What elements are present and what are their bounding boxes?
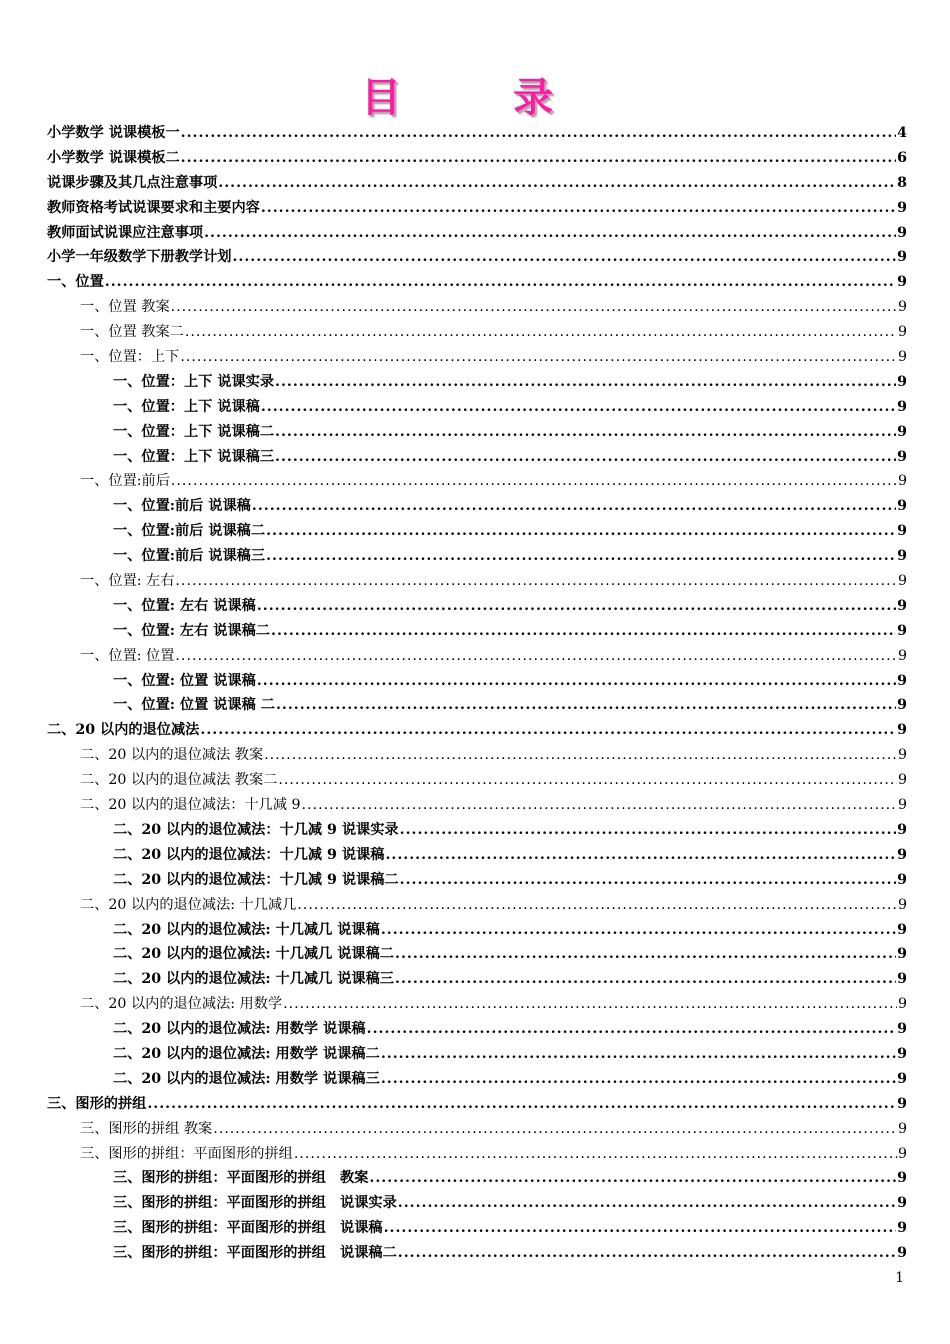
- toc-entry-page: 9: [897, 498, 907, 515]
- toc-entry[interactable]: [47, 744, 907, 769]
- toc-entry-page: 9: [897, 797, 907, 814]
- page-number: 1: [895, 1270, 904, 1286]
- toc-entry[interactable]: [47, 719, 907, 744]
- toc-entry[interactable]: [47, 819, 907, 844]
- toc-entry-label: 三、图形的拼组: [47, 1095, 147, 1112]
- toc-entry[interactable]: [47, 545, 907, 570]
- toc-entry-page: 9: [897, 349, 907, 366]
- toc-entry[interactable]: [47, 968, 907, 993]
- toc-entry-page: 9: [897, 1145, 907, 1162]
- toc-entry-label: 二、20 以内的退位减法: 十几减几 说课稿二: [113, 946, 394, 963]
- table-of-contents: [47, 122, 907, 1267]
- toc-entry[interactable]: [47, 321, 907, 346]
- toc-title: 目 录: [361, 75, 589, 121]
- toc-entry-page: 9: [897, 971, 907, 988]
- toc-entry-label: 二、20 以内的退位减法：十几减 9 说课稿二: [113, 871, 399, 888]
- toc-entry-label: 三、图形的拼组 教案: [80, 1120, 213, 1137]
- toc-entry-label: 二、20 以内的退位减法：十几减 9 说课稿: [113, 846, 385, 863]
- toc-leader-dots: [261, 200, 896, 216]
- toc-entry[interactable]: [47, 570, 907, 595]
- toc-entry-label: 一、位置:前后 说课稿三: [113, 548, 266, 565]
- toc-entry-page: 9: [897, 896, 907, 913]
- toc-entry[interactable]: [47, 595, 907, 620]
- toc-entry-label: 二、20 以内的退位减法: 用数学 说课稿二: [113, 1045, 380, 1062]
- toc-entry-page: 9: [897, 548, 907, 565]
- toc-entry-label: 三、图形的拼组：平面图形的拼组 说课实录: [113, 1195, 397, 1212]
- toc-leader-dots: [276, 697, 896, 713]
- toc-entry[interactable]: [47, 894, 907, 919]
- toc-entry-label: 三、图形的拼组：平面图形的拼组: [80, 1145, 293, 1162]
- toc-entry-page: 9: [897, 324, 907, 341]
- toc-entry-label: 二、20 以内的退位减法 教案二: [80, 772, 278, 789]
- toc-entry[interactable]: [47, 620, 907, 645]
- toc-entry-page: 9: [897, 373, 907, 390]
- toc-entry-label: 一、位置: 位置 说课稿 二: [113, 697, 275, 714]
- toc-entry[interactable]: [47, 371, 907, 396]
- toc-entry-page: 9: [897, 199, 907, 216]
- toc-entry[interactable]: [47, 1118, 907, 1143]
- toc-entry[interactable]: [47, 147, 907, 172]
- toc-entry-page: 6: [897, 149, 907, 166]
- toc-entry[interactable]: [47, 271, 907, 296]
- toc-entry-page: 9: [897, 573, 907, 590]
- toc-entry[interactable]: [47, 197, 907, 222]
- toc-entry[interactable]: [47, 769, 907, 794]
- toc-entry-label: 一、位置 教案: [80, 299, 170, 316]
- toc-entry-label: 一、位置: 位置 说课稿: [113, 672, 256, 689]
- toc-entry-page: 9: [897, 249, 907, 266]
- toc-entry-label: 二、20 以内的退位减法: 十几减几 说课稿三: [113, 971, 394, 988]
- toc-leader-dots: [283, 996, 897, 1012]
- toc-leader-dots: [367, 1021, 897, 1037]
- toc-leader-dots: [257, 598, 896, 614]
- toc-leader-dots: [400, 822, 897, 838]
- toc-entry[interactable]: [47, 1143, 907, 1168]
- toc-entry-page: 9: [897, 647, 907, 664]
- toc-entry-label: 一、位置:前后 说课稿: [113, 498, 251, 515]
- toc-entry-page: 9: [897, 1220, 907, 1237]
- toc-entry-page: 9: [897, 1120, 907, 1137]
- toc-entry-page: 9: [897, 946, 907, 963]
- toc-entry-page: 9: [897, 1245, 907, 1262]
- toc-entry[interactable]: [47, 446, 907, 471]
- toc-leader-dots: [213, 1121, 897, 1137]
- toc-entry-page: 9: [897, 821, 907, 838]
- toc-entry[interactable]: [47, 869, 907, 894]
- toc-entry-label: 三、图形的拼组：平面图形的拼组 说课稿: [113, 1220, 383, 1237]
- toc-entry[interactable]: [47, 645, 907, 670]
- toc-entry-label: 二、20 以内的退位减法: 十几减几: [80, 896, 297, 913]
- toc-entry-page: 9: [897, 772, 907, 789]
- toc-entry-page: 9: [897, 523, 907, 540]
- toc-entry-page: 9: [897, 996, 907, 1013]
- toc-entry-label: 三、图形的拼组：平面图形的拼组 说课稿二: [113, 1245, 397, 1262]
- toc-entry[interactable]: [47, 794, 907, 819]
- toc-entry-label: 一、位置: 位置: [80, 647, 175, 664]
- toc-leader-dots: [381, 1071, 896, 1087]
- toc-entry[interactable]: [47, 122, 907, 147]
- toc-leader-dots: [185, 324, 897, 340]
- toc-entry-page: 9: [897, 672, 907, 689]
- toc-leader-dots: [171, 299, 897, 315]
- toc-entry[interactable]: [47, 495, 907, 520]
- toc-leader-dots: [395, 946, 896, 962]
- toc-entry-page: 4: [897, 125, 907, 141]
- toc-entry-label: 小学一年级数学下册教学计划: [47, 249, 232, 266]
- toc-leader-dots: [266, 548, 896, 564]
- toc-entry-label: 小学数学 说课模板一: [47, 125, 180, 141]
- toc-entry-label: 三、图形的拼组：平面图形的拼组 教案: [113, 1170, 369, 1187]
- toc-entry[interactable]: [47, 943, 907, 968]
- toc-entry[interactable]: [47, 844, 907, 869]
- toc-leader-dots: [218, 175, 896, 191]
- toc-entry-label: 小学数学 说课模板二: [47, 149, 180, 166]
- toc-entry[interactable]: [47, 172, 907, 197]
- toc-leader-dots: [204, 225, 896, 241]
- toc-entry[interactable]: [47, 396, 907, 421]
- toc-leader-dots: [297, 897, 897, 913]
- toc-entry[interactable]: [47, 1068, 907, 1093]
- toc-leader-dots: [252, 498, 896, 514]
- toc-leader-dots: [232, 249, 896, 265]
- toc-entry-page: 9: [897, 274, 907, 291]
- toc-entry-page: 9: [897, 921, 907, 938]
- toc-entry-label: 二、20 以内的退位减法: 用数学 说课稿三: [113, 1070, 380, 1087]
- toc-entry[interactable]: [47, 919, 907, 944]
- toc-entry-page: 9: [897, 473, 907, 490]
- toc-entry-page: 9: [897, 871, 907, 888]
- toc-leader-dots: [294, 1146, 897, 1162]
- toc-leader-dots: [181, 150, 896, 166]
- toc-entry-label: 一、位置：上下 说课稿: [113, 398, 260, 415]
- toc-leader-dots: [381, 1046, 896, 1062]
- toc-entry[interactable]: [47, 246, 907, 271]
- toc-leader-dots: [381, 922, 896, 938]
- toc-leader-dots: [180, 349, 897, 365]
- toc-entry-label: 二、20 以内的退位减法: 用数学: [80, 996, 283, 1013]
- toc-leader-dots: [384, 1220, 897, 1236]
- toc-entry-page: 9: [897, 398, 907, 415]
- toc-entry-label: 一、位置:前后 说课稿二: [113, 523, 266, 540]
- toc-entry[interactable]: [47, 222, 907, 247]
- toc-leader-dots: [264, 747, 897, 763]
- toc-leader-dots: [200, 722, 896, 738]
- toc-leader-dots: [385, 847, 896, 863]
- toc-entry-page: 9: [897, 1095, 907, 1112]
- toc-entry-label: 教师资格考试说课要求和主要内容: [47, 199, 260, 216]
- toc-entry[interactable]: [47, 421, 907, 446]
- toc-entry[interactable]: [47, 1217, 907, 1242]
- toc-leader-dots: [105, 274, 896, 290]
- toc-entry[interactable]: [47, 346, 907, 371]
- toc-leader-dots: [147, 1096, 896, 1112]
- toc-entry-page: 9: [897, 697, 907, 714]
- toc-entry-label: 二、20 以内的退位减法 教案: [80, 747, 264, 764]
- toc-entry-page: 9: [897, 597, 907, 614]
- toc-entry[interactable]: [47, 520, 907, 545]
- toc-leader-dots: [257, 673, 896, 689]
- toc-leader-dots: [175, 573, 897, 589]
- toc-entry-label: 一、位置：上下 说课稿三: [113, 448, 275, 465]
- toc-leader-dots: [278, 772, 897, 788]
- toc-entry-page: 9: [897, 299, 907, 316]
- toc-entry-label: 二、20 以内的退位减法: [47, 722, 200, 739]
- toc-entry-label: 一、位置：上下 说课实录: [113, 373, 275, 390]
- toc-entry-page: 9: [897, 846, 907, 863]
- toc-leader-dots: [275, 449, 896, 465]
- toc-entry-page: 9: [897, 722, 907, 739]
- toc-entry[interactable]: [47, 670, 907, 695]
- toc-entry-label: 一、位置 教案二: [80, 324, 184, 341]
- toc-entry-label: 教师面试说课应注意事项: [47, 224, 204, 241]
- toc-entry[interactable]: [47, 694, 907, 719]
- toc-entry-page: 9: [897, 1045, 907, 1062]
- toc-leader-dots: [275, 374, 896, 390]
- toc-entry-label: 一、位置：上下: [80, 349, 180, 366]
- toc-leader-dots: [175, 648, 897, 664]
- toc-leader-dots: [369, 1170, 896, 1186]
- toc-leader-dots: [395, 971, 896, 987]
- toc-entry-page: 9: [897, 1195, 907, 1212]
- toc-entry-page: 9: [897, 423, 907, 440]
- toc-entry-label: 一、位置：上下 说课稿二: [113, 423, 275, 440]
- toc-entry-label: 说课步骤及其几点注意事项: [47, 174, 218, 191]
- toc-entry-page: 9: [897, 448, 907, 465]
- toc-entry[interactable]: [47, 1192, 907, 1217]
- toc-entry[interactable]: [47, 1043, 907, 1068]
- toc-leader-dots: [398, 1195, 896, 1211]
- toc-leader-dots: [398, 1245, 896, 1261]
- toc-entry[interactable]: [47, 1167, 907, 1192]
- toc-entry-label: 一、位置:前后: [80, 473, 170, 490]
- toc-entry-page: 8: [897, 174, 907, 191]
- toc-entry-label: 一、位置: 左右 说课稿: [113, 597, 256, 614]
- toc-entry-label: 一、位置: 左右: [80, 573, 175, 590]
- toc-entry-label: 二、20 以内的退位减法：十几减 9 说课实录: [113, 821, 399, 838]
- toc-entry-page: 9: [897, 1170, 907, 1187]
- toc-leader-dots: [302, 797, 897, 813]
- toc-entry[interactable]: [47, 1242, 907, 1267]
- toc-entry-page: 9: [897, 1070, 907, 1087]
- toc-entry-label: 一、位置: 左右 说课稿二: [113, 622, 270, 639]
- toc-entry-page: 9: [897, 224, 907, 241]
- toc-leader-dots: [181, 125, 896, 141]
- toc-leader-dots: [400, 872, 897, 888]
- toc-leader-dots: [261, 399, 896, 415]
- toc-leader-dots: [171, 473, 897, 489]
- toc-entry-page: 9: [897, 622, 907, 639]
- toc-entry-page: 9: [897, 747, 907, 764]
- toc-entry[interactable]: [47, 296, 907, 321]
- toc-leader-dots: [275, 424, 896, 440]
- toc-entry-label: 一、位置: [47, 274, 104, 291]
- toc-leader-dots: [266, 523, 896, 539]
- toc-entry-page: 9: [897, 1021, 907, 1038]
- toc-entry-label: 二、20 以内的退位减法：十几减 9: [80, 797, 301, 814]
- toc-entry-label: 二、20 以内的退位减法: 用数学 说课稿: [113, 1021, 366, 1038]
- toc-entry[interactable]: [47, 1018, 907, 1043]
- toc-entry-label: 二、20 以内的退位减法: 十几减几 说课稿: [113, 921, 380, 938]
- toc-entry[interactable]: [47, 993, 907, 1018]
- toc-leader-dots: [271, 623, 896, 639]
- toc-entry[interactable]: [47, 470, 907, 495]
- toc-entry[interactable]: [47, 1093, 907, 1118]
